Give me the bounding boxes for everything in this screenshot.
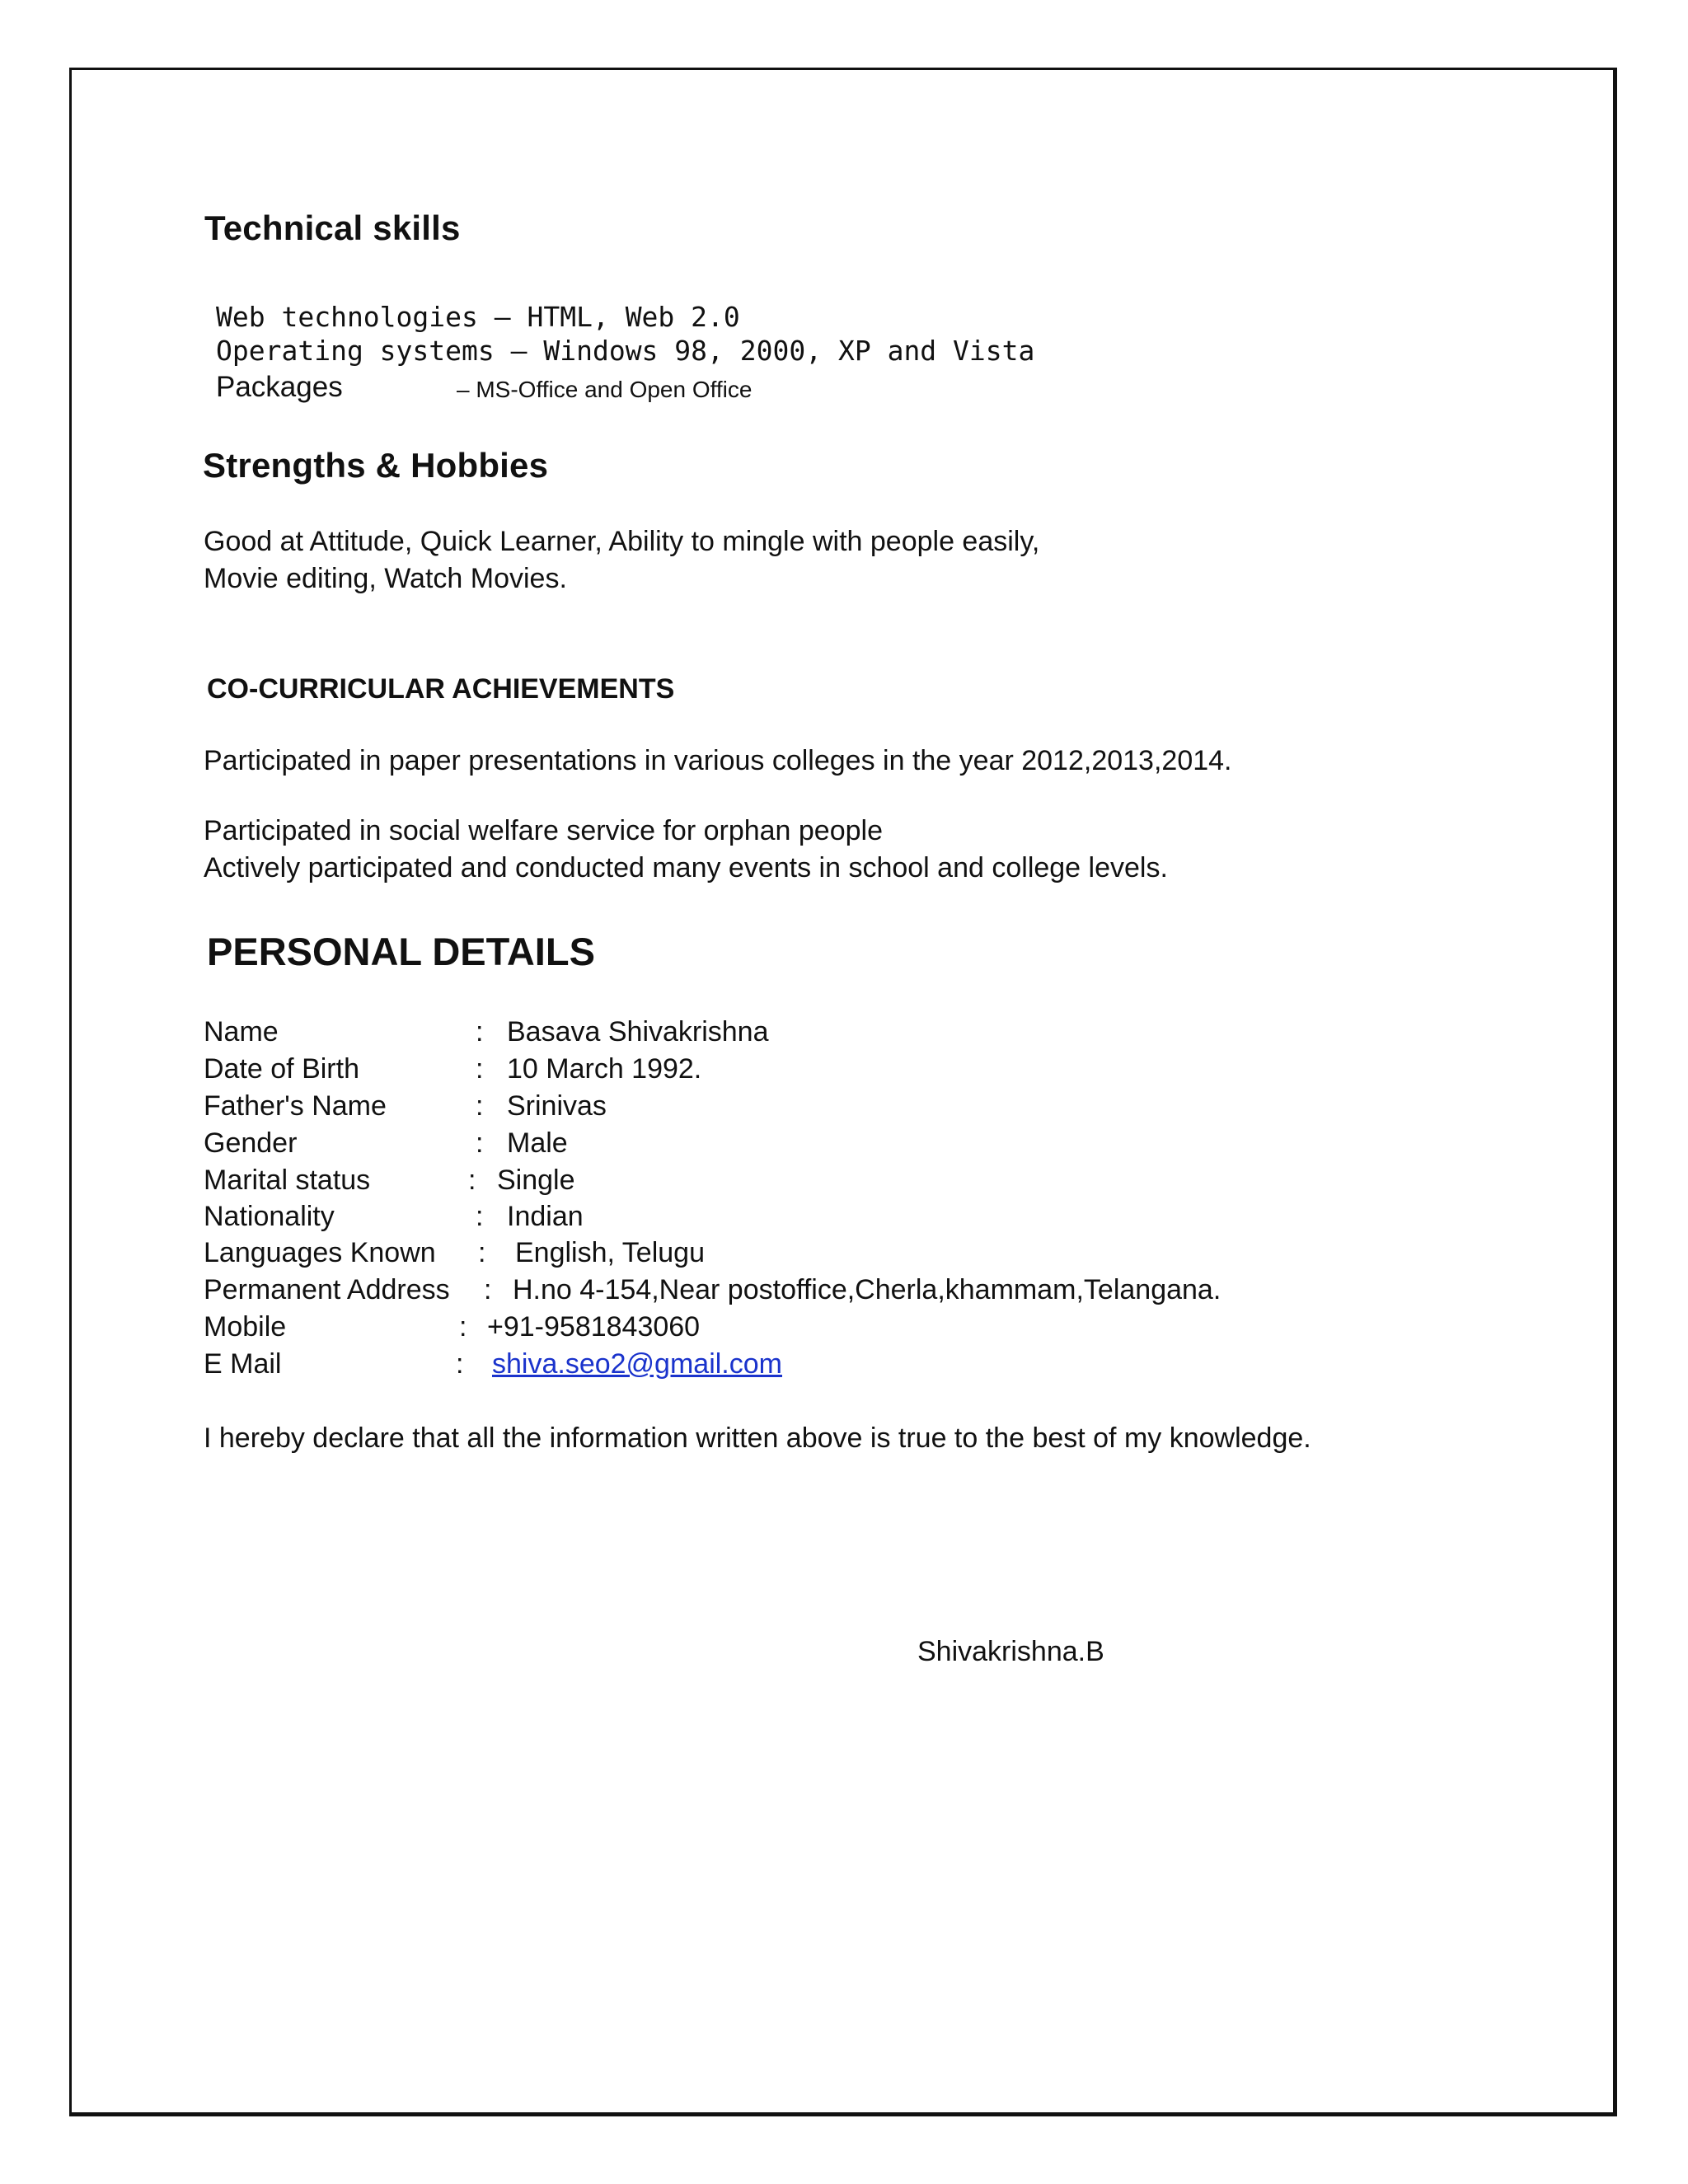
detail-colon: : xyxy=(484,1274,492,1305)
detail-label: E Mail xyxy=(204,1348,282,1380)
detail-colon: : xyxy=(459,1311,467,1343)
web-technologies-line: Web technologies – HTML, Web 2.0 xyxy=(216,301,740,333)
detail-label: Name xyxy=(204,1016,279,1047)
detail-colon: : xyxy=(456,1348,464,1380)
detail-label: Gender xyxy=(204,1127,298,1159)
detail-value: 10 March 1992. xyxy=(507,1053,702,1085)
detail-colon: : xyxy=(476,1090,484,1122)
packages-label: Packages xyxy=(216,371,343,403)
detail-value: H.no 4-154,Near postoffice,Cherla,khammam,Telangana. xyxy=(513,1274,1221,1305)
technical-skills-heading: Technical skills xyxy=(204,209,461,247)
detail-colon: : xyxy=(476,1016,484,1047)
detail-label: Languages Known xyxy=(204,1237,436,1268)
detail-label: Date of Birth xyxy=(204,1053,359,1085)
detail-value: Male xyxy=(507,1127,568,1159)
co-curricular-heading: CO-CURRICULAR ACHIEVEMENTS xyxy=(207,673,675,705)
detail-value: English, Telugu xyxy=(515,1237,705,1268)
declaration-text: I hereby declare that all the information written above is true to the best of my knowledge. xyxy=(204,1422,1311,1454)
email-link[interactable]: shiva.seo2@gmail.com xyxy=(492,1348,782,1380)
detail-label: Father's Name xyxy=(204,1090,387,1122)
achievement-item-1: Participated in paper presentations in various colleges in the year 2012,2013,2014. xyxy=(204,745,1232,776)
strengths-heading: Strengths & Hobbies xyxy=(203,446,549,485)
packages-value: – MS-Office and Open Office xyxy=(457,377,753,402)
detail-label: Permanent Address xyxy=(204,1274,450,1305)
detail-value: Single xyxy=(497,1165,575,1196)
detail-colon: : xyxy=(468,1165,476,1196)
detail-colon: : xyxy=(476,1201,484,1232)
detail-colon: : xyxy=(476,1053,484,1085)
personal-details-heading: PERSONAL DETAILS xyxy=(207,930,595,973)
detail-label: Marital status xyxy=(204,1165,371,1196)
achievement-item-3: Actively participated and conducted many events in school and college levels. xyxy=(204,852,1168,883)
detail-value: Basava Shivakrishna xyxy=(507,1016,769,1047)
detail-colon: : xyxy=(476,1127,484,1159)
detail-colon: : xyxy=(478,1237,486,1268)
operating-systems-line: Operating systems – Windows 98, 2000, XP and Vista xyxy=(216,335,1035,367)
detail-label: Mobile xyxy=(204,1311,287,1343)
detail-value: Indian xyxy=(507,1201,584,1232)
achievement-item-2: Participated in social welfare service for orphan people xyxy=(204,815,884,846)
detail-value: Srinivas xyxy=(507,1090,607,1122)
detail-value: +91-9581843060 xyxy=(487,1311,701,1343)
strengths-line-2: Movie editing, Watch Movies. xyxy=(204,563,567,594)
strengths-line-1: Good at Attitude, Quick Learner, Ability to mingle with people easily, xyxy=(204,526,1040,557)
signature-name: Shivakrishna.B xyxy=(917,1636,1104,1667)
detail-label: Nationality xyxy=(204,1201,335,1232)
